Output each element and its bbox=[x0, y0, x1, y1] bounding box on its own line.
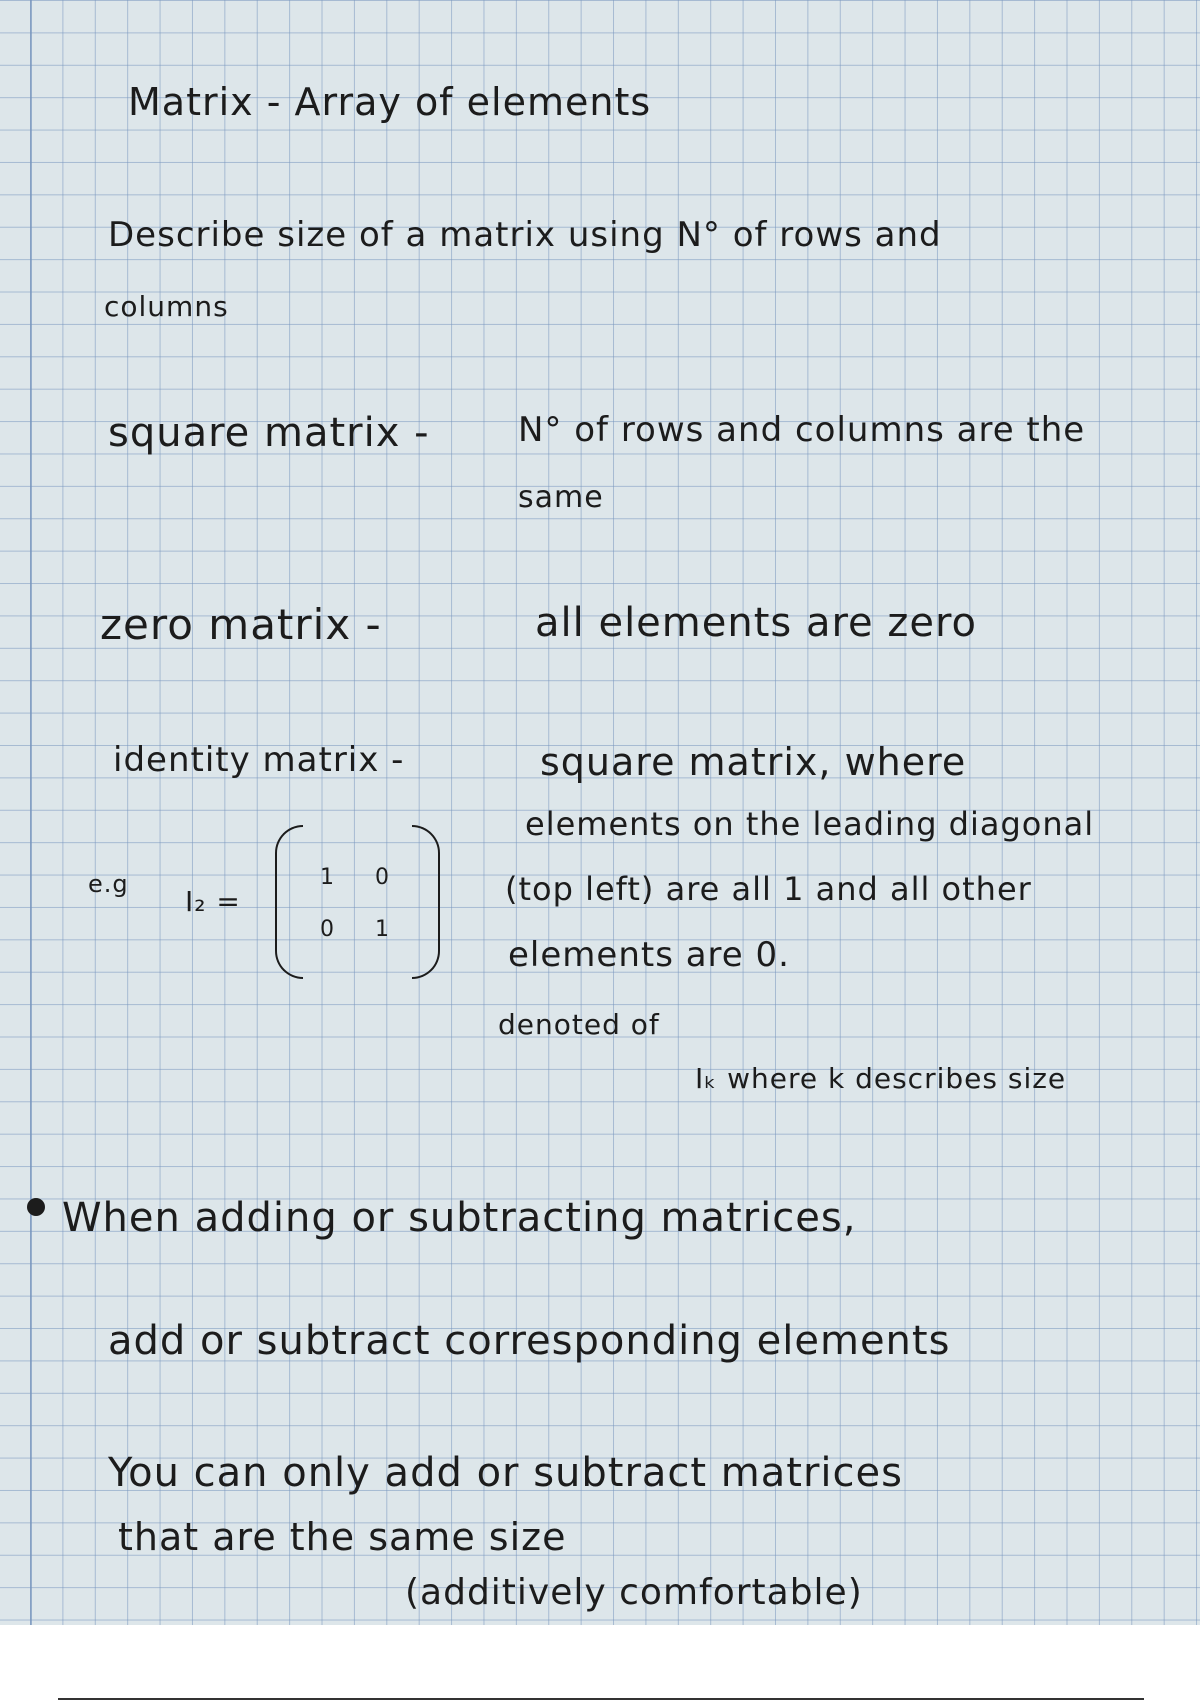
identity-definition-line-1: square matrix, where bbox=[540, 740, 967, 784]
matrix-cell: 1 bbox=[375, 917, 389, 942]
adding-rule-line-2: add or subtract corresponding elements bbox=[108, 1318, 951, 1364]
size-definition-line-2: columns bbox=[104, 290, 229, 323]
size-definition-line-1: Describe size of a matrix using N° of rows and bbox=[108, 215, 942, 255]
denoted-definition: Iₖ where k describes size bbox=[695, 1062, 1067, 1095]
same-size-rule-line-2: that are the same size bbox=[118, 1515, 567, 1559]
page-title: Matrix - Array of elements bbox=[128, 80, 652, 124]
identity-matrix-example bbox=[275, 825, 440, 975]
left-parenthesis bbox=[275, 825, 303, 979]
identity-definition-line-2: elements on the leading diagonal bbox=[525, 805, 1095, 843]
identity-definition-line-4: elements are 0. bbox=[508, 935, 790, 975]
right-parenthesis bbox=[412, 825, 440, 979]
identity-definition-line-3: (top left) are all 1 and all other bbox=[505, 870, 1032, 908]
matrix-cell: 0 bbox=[320, 917, 334, 942]
square-matrix-term: square matrix - bbox=[108, 410, 430, 456]
square-matrix-definition-line-1: N° of rows and columns are the bbox=[518, 410, 1086, 450]
adding-rule-line-1: When adding or subtracting matrices, bbox=[62, 1195, 857, 1241]
identity-matrix-term: identity matrix - bbox=[113, 740, 405, 780]
zero-matrix-term: zero matrix - bbox=[100, 600, 382, 649]
bullet-icon bbox=[27, 1198, 45, 1216]
same-size-rule-line-1: You can only add or subtract matrices bbox=[108, 1450, 903, 1496]
matrix-cell: 1 bbox=[320, 865, 334, 890]
denoted-label: denoted of bbox=[498, 1008, 660, 1041]
same-size-rule-line-3: (additively comfortable) bbox=[405, 1572, 863, 1613]
identity-symbol: I₂ = bbox=[185, 885, 241, 918]
square-matrix-definition-line-2: same bbox=[518, 480, 604, 515]
example-label: e.g bbox=[88, 870, 129, 898]
zero-matrix-definition: all elements are zero bbox=[535, 600, 977, 646]
margin-line bbox=[30, 0, 32, 1625]
matrix-cell: 0 bbox=[375, 865, 389, 890]
